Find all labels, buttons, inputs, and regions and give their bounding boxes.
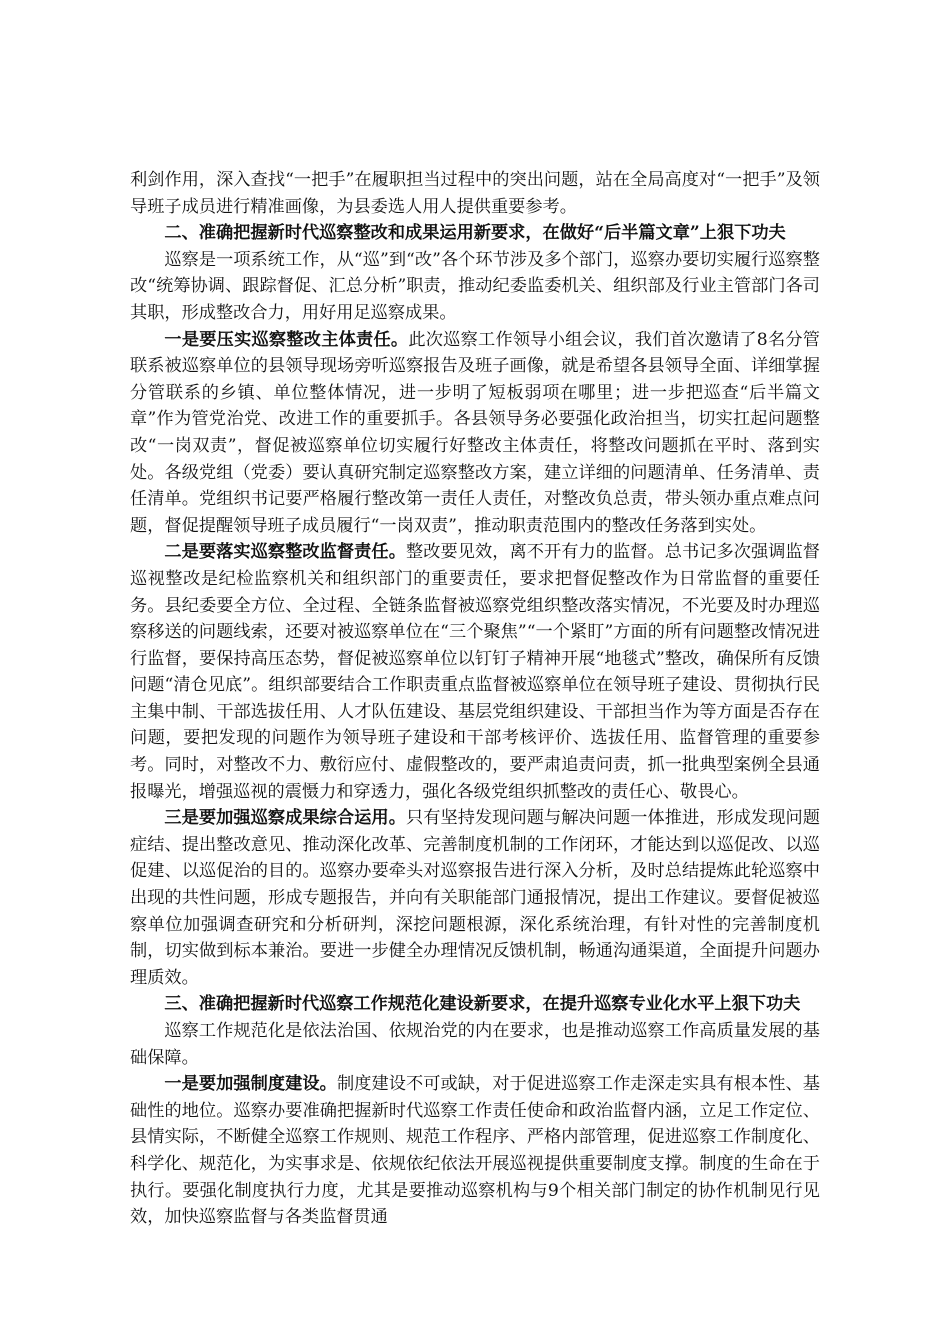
- paragraph-item-3: [130, 805, 820, 991]
- item-lead-2: 二是要落实巡察整改监督责任。: [164, 542, 406, 563]
- section-heading-2: 二、准确把握新时代巡察整改和成果运用新要求，在做好“后半篇文章”上狠下功夫: [164, 223, 786, 244]
- item-body-2: 整改要见效，离不开有力的监督。总书记多次强调监督巡视整改是纪检监察机关和组织部门的重要责任，要求把督促整改作为日常监督的重要任务。县纪委要全方位、全过程、全链条监督被巡察党组织整改落实情况，不光要及时办理巡察移送的问题线索，还要对被巡察单位在“三个聚焦”“一个紧盯”方面的所有问题整改情况进行监督，要保持高压态势，督促被巡察单位以钉钉子精神开展“地毯式”整改，确保所有反馈问题“清仓见底”。组织部要结合工作职责重点监督被巡察单位在领导班子建设、贯彻执行民主集中制、干部选拔任用、人才队伍建设、基层党组织建设、干部担当作为等方面是否存在问题，要把发现的问题作为领导班子建设和干部考核评价、选拔任用、监督管理的重要参考。同时，对整改不力、敷衍应付、虚假整改的，要严肃追责问责，抓一批典型案例全县通报曝光，增强巡视的震慑力和穿透力，强化各级党组织抓整改的责任心、敬畏心。: [130, 542, 820, 802]
- item-lead-3: 三是要加强巡察成果综合运用。: [164, 808, 406, 829]
- paragraph-item-2: [130, 539, 820, 805]
- paragraph-intro-2: 巡察是一项系统工作，从“巡”到“改”各个环节涉及多个部门，巡察办要切实履行巡察整改“统筹协调、跟踪督促、汇总分析”职责，推动纪委监委机关、组织部及行业主管部门各司其职，形成整改合力，用好用足巡察成果。: [130, 249, 820, 323]
- paragraph-item-4: [130, 1071, 820, 1231]
- item-body-4: 制度建设不可或缺，对于促进巡察工作走深走实具有根本性、基础性的地位。巡察办要准确把握新时代巡察工作责任使命和政治监督内涵，立足工作定位、县情实际，不断健全巡察工作规则、规范工作程序、严格内部管理，促进巡察工作制度化、科学化、规范化，为实事求是、依规依纪依法开展巡视提供重要制度支撑。制度的生命在于执行。要强化制度执行力度，尤其是要推动巡察机构与9个相关部门制定的协作机制见行见效，加快巡察监督与各类监督贯通: [130, 1074, 820, 1228]
- item-lead-4: 一是要加强制度建设。: [164, 1074, 337, 1095]
- paragraph-continuation: 利剑作用，深入查找“一把手”在履职担当过程中的突出问题，站在全局高度对“一把手”及领导班子成员进行精准画像，为县委选人用人提供重要参考。: [130, 170, 820, 217]
- paragraph-intro-3: 巡察工作规范化是依法治国、依规治党的内在要求，也是推动巡察工作高质量发展的基础保障。: [130, 1021, 820, 1068]
- item-lead-1: 一是要压实巡察整改主体责任。: [164, 329, 409, 350]
- section-heading-3: 三、准确把握新时代巡察工作规范化建设新要求，在提升巡察专业化水平上狠下功夫: [164, 994, 801, 1015]
- item-body-3: 只有坚持发现问题与解决问题一体推进，形成发现问题症结、提出整改意见、推动深化改革、完善制度机制的工作闭环，才能达到以巡促改、以巡促建、以巡促治的目的。巡察办要牵头对巡察报告进行深入分析，及时总结提炼此轮巡察中出现的共性问题，形成专题报告，并向有关职能部门通报情况，提出工作建议。要督促被巡察单位加强调查研究和分析研判，深挖问题根源，深化系统治理，有针对性的完善制度机制，切实做到标本兼治。要进一步健全办理情况反馈机制，畅通沟通渠道，全面提升问题办理质效。: [130, 808, 820, 988]
- item-body-1: 此次巡察工作领导小组会议，我们首次邀请了8名分管联系被巡察单位的县领导现场旁听巡察报告及班子画像，就是希望各县领导全面、详细掌握分管联系的乡镇、单位整体情况，进一步明了短板弱项在哪里；进一步把巡查“后半篇文章”作为管党治党、改进工作的重要抓手。各县领导务必要强化政治担当，切实扛起问题整改“一岗双责”，督促被巡察单位切实履行好整改主体责任，将整改问题抓在平时、落到实处。各级党组（党委）要认真研究制定巡察整改方案，建立详细的问题清单、任务清单、责任清单。党组织书记要严格履行整改第一责任人责任，对整改负总责，带头领办重点难点问题，督促提醒领导班子成员履行“一岗双责”，推动职责范围内的整改任务落到实处。: [130, 329, 820, 536]
- document-body: [130, 167, 820, 1231]
- paragraph-item-1: [130, 327, 820, 540]
